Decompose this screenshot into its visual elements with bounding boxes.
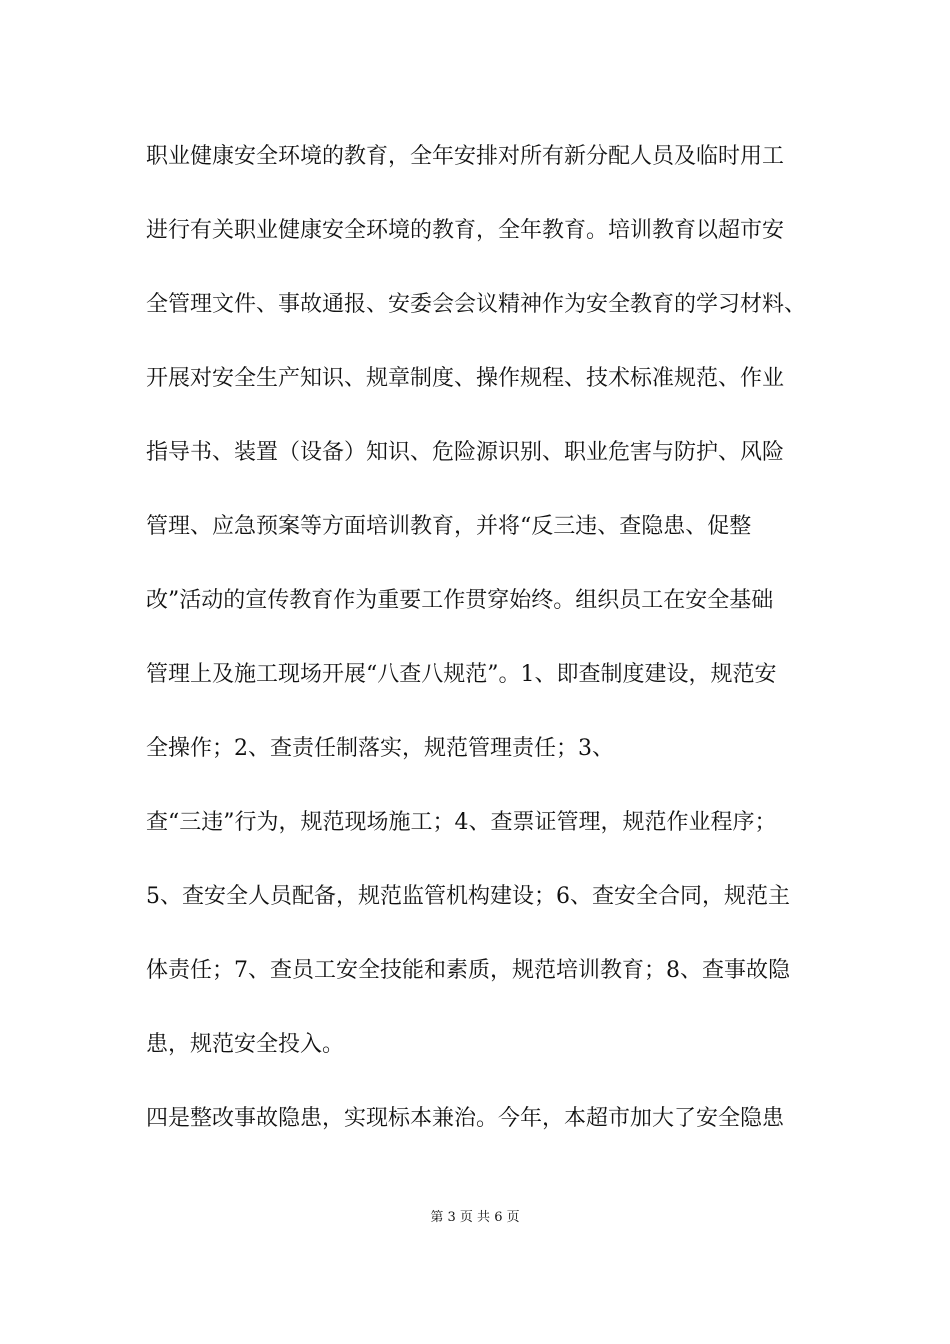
body-text-line: 指导书、装置（设备）知识、危险源识别、职业危害与防护、风险 [146,440,785,465]
body-text-line: 查“三违”行为，规范现场施工；4、查票证管理，规范作业程序； [146,810,777,835]
body-text-line: 体责任；7、查员工安全技能和素质，规范培训教育；8、查事故隐 [146,958,790,983]
body-text-line: 管理上及施工现场开展“八查八规范”。1、即查制度建设，规范安 [146,662,777,687]
body-text-line: 管理、应急预案等方面培训教育，并将“反三违、查隐患、促整 [146,514,752,539]
body-text-line: 职业健康安全环境的教育，全年安排对所有新分配人员及临时用工 [146,144,785,169]
body-text-line: 5、查安全人员配备，规范监管机构建设；6、查安全合同，规范主 [146,884,790,909]
body-text-line: 患，规范安全投入。 [146,1032,345,1057]
body-text-line: 全操作；2、查责任制落实，规范管理责任；3、 [146,736,614,761]
page-footer: 第 3 页 共 6 页 [430,1210,520,1225]
body-text-line: 全管理文件、事故通报、安委会会议精神作为安全教育的学习材料、 [146,292,807,317]
body-text-line: 四是整改事故隐患，实现标本兼治。今年，本超市加大了安全隐患 [146,1106,785,1131]
body-text-line: 进行有关职业健康安全环境的教育，全年教育。培训教育以超市安 [146,218,785,243]
body-text-line: 改”活动的宣传教育作为重要工作贯穿始终。组织员工在安全基础 [146,588,774,613]
body-text-line: 开展对安全生产知识、规章制度、操作规程、技术标准规范、作业 [146,366,785,391]
